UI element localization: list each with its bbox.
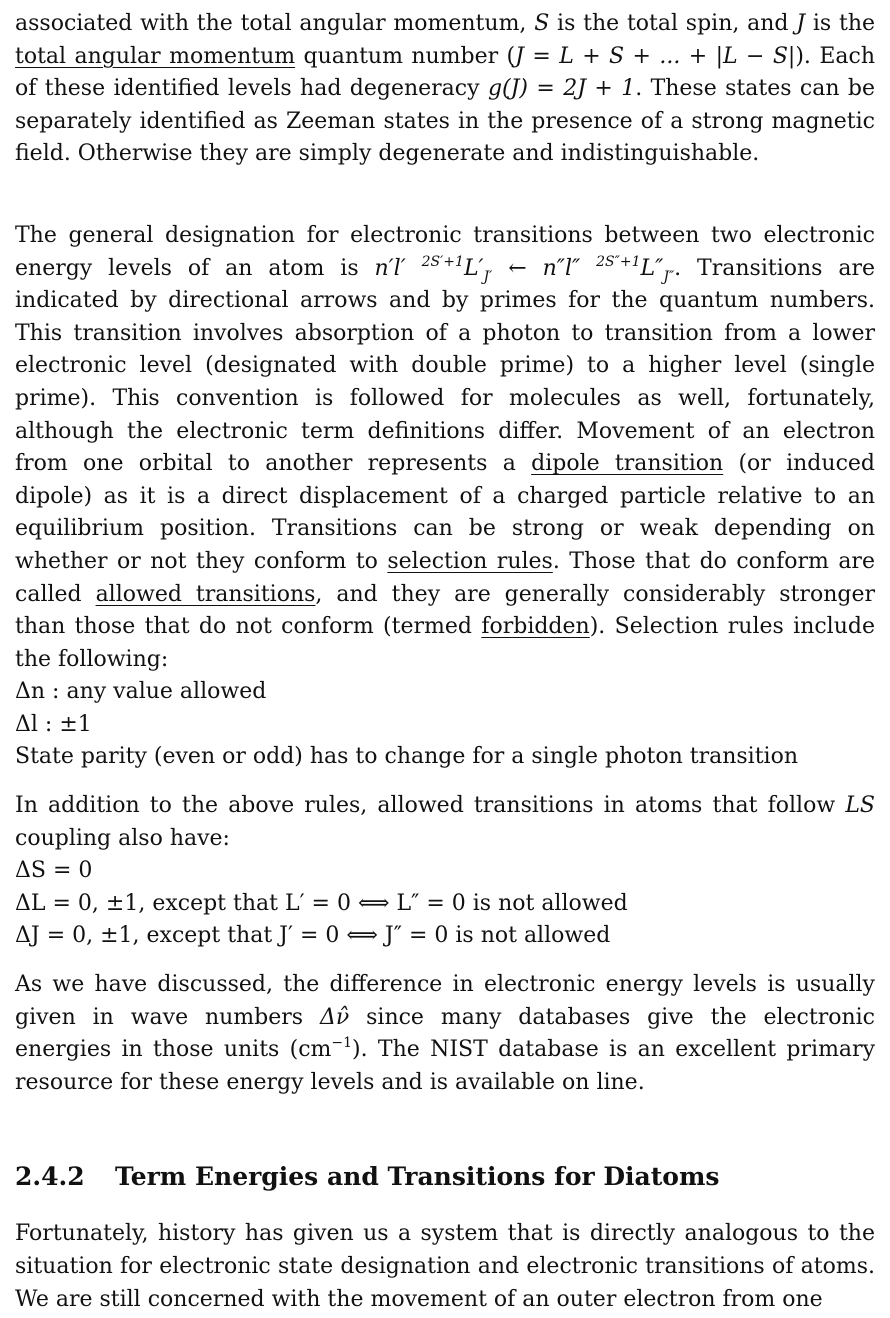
section-title: Term Energies and Transitions for Diatoms — [115, 1162, 720, 1192]
math-LS: LS — [845, 793, 875, 819]
paragraph-angular-momentum — [15, 8, 875, 171]
math-lower-level — [542, 253, 675, 285]
text: is the — [805, 11, 876, 36]
link-dipole-transition[interactable]: dipole transition — [531, 451, 724, 477]
math-multiplicity: 2S′+1 — [421, 253, 464, 270]
math-multiplicity: 2S″+1 — [596, 253, 641, 270]
paragraph-diatoms: Fortunately, history has given us a system that is directly analogous to the situation for electronic state designation and electronic transitions of atoms. We are still concerned with the movement of an outer electron from one — [15, 1221, 875, 1312]
math-nl: n″l″ — [542, 255, 597, 281]
text: . These states can be separately identified as Zeeman states in the presence of a strong magnetic field. Otherwise they are simply degenerate and indistinguishable. — [15, 76, 875, 167]
rule-delta-S: ΔS = 0 — [15, 858, 93, 884]
link-allowed-transitions[interactable]: allowed transitions — [95, 581, 316, 607]
math-L: L′ — [463, 255, 484, 281]
text: quantum number ( — [295, 43, 516, 69]
rule-delta-J: ΔJ = 0, ±1, except that J′ = 0 ⟺ J″ = 0 is not allowed — [15, 923, 611, 949]
math-J-sub: J″ — [663, 268, 675, 285]
text: ). Selection rules include the following: — [15, 614, 875, 672]
text: As we have discussed, the difference in electronic energy levels is usually given in wave numbers — [15, 972, 875, 1030]
text: (or induced dipole) as it is a direct displacement of a charged particle relative to an equilibrium position. Transitions can be strong or weak depending on whether or not they conform to — [15, 451, 875, 574]
rule-delta-l: Δl : ±1 — [15, 711, 92, 737]
section-number: 2.4.2 — [15, 1162, 85, 1192]
text: coupling also have: — [15, 825, 230, 851]
text: ). The NIST database is an excellent primary resource for these energy levels and is available on line. — [15, 1037, 875, 1095]
math-upper-level — [374, 253, 493, 285]
math-S: S — [534, 11, 550, 36]
text: . Transitions are indicated by directional arrows and by primes for the quantum numbers. This transition involves absorption of a photon to transition from a lower electronic level (designated with double prime) to a higher level (single prime). This convention is followed for molecules as well, fortunately, although the electronic term definitions differ. Movement of an electron from one orbital to another represents a — [15, 255, 875, 477]
paragraph-ls-coupling — [15, 790, 875, 855]
text: The general designation for electronic transitions between two electronic energy levels of an atom is — [15, 222, 875, 281]
math-wave-number: Δν̂ — [319, 1004, 350, 1030]
math-L: L″ — [640, 255, 664, 281]
section-heading — [15, 1160, 875, 1194]
left-arrow-icon: ← — [492, 255, 543, 281]
text: ). Each of these identified levels had degeneracy — [15, 43, 875, 102]
text: is the total spin, and — [549, 11, 797, 36]
rule-parity: State parity (even or odd) has to change for a single photon transition — [15, 744, 799, 770]
math-J: J — [796, 11, 806, 36]
text: , and they are generally considerably stronger than those that do not conform (termed — [15, 581, 875, 640]
text: . Those that do conform are called — [15, 548, 875, 607]
link-selection-rules[interactable]: selection rules — [387, 548, 553, 574]
link-forbidden[interactable]: forbidden — [481, 614, 590, 640]
paragraph-transitions — [15, 220, 875, 676]
text: since many databases give the electronic energies in those units (cm — [15, 1004, 875, 1063]
paragraph-wave-numbers — [15, 969, 875, 1099]
math-J-formula: J = L + S + ... + |L − S| — [515, 43, 796, 69]
math-unit-exponent: −1 — [331, 1035, 353, 1052]
math-degeneracy: g(J) = 2J + 1 — [487, 76, 636, 102]
rule-delta-L: ΔL = 0, ±1, except that L′ = 0 ⟺ L″ = 0 is not allowed — [15, 890, 628, 916]
text: In addition to the above rules, allowed transitions in atoms that follow — [15, 793, 846, 819]
text: associated with the total angular momentum, — [15, 11, 535, 36]
math-J-sub: J′ — [483, 268, 493, 285]
rule-delta-n: Δn : any value allowed — [15, 679, 267, 705]
link-total-angular-momentum[interactable]: total angular momentum — [15, 43, 296, 69]
math-nl: n′l′ — [374, 255, 422, 281]
document-page — [15, 8, 875, 1316]
